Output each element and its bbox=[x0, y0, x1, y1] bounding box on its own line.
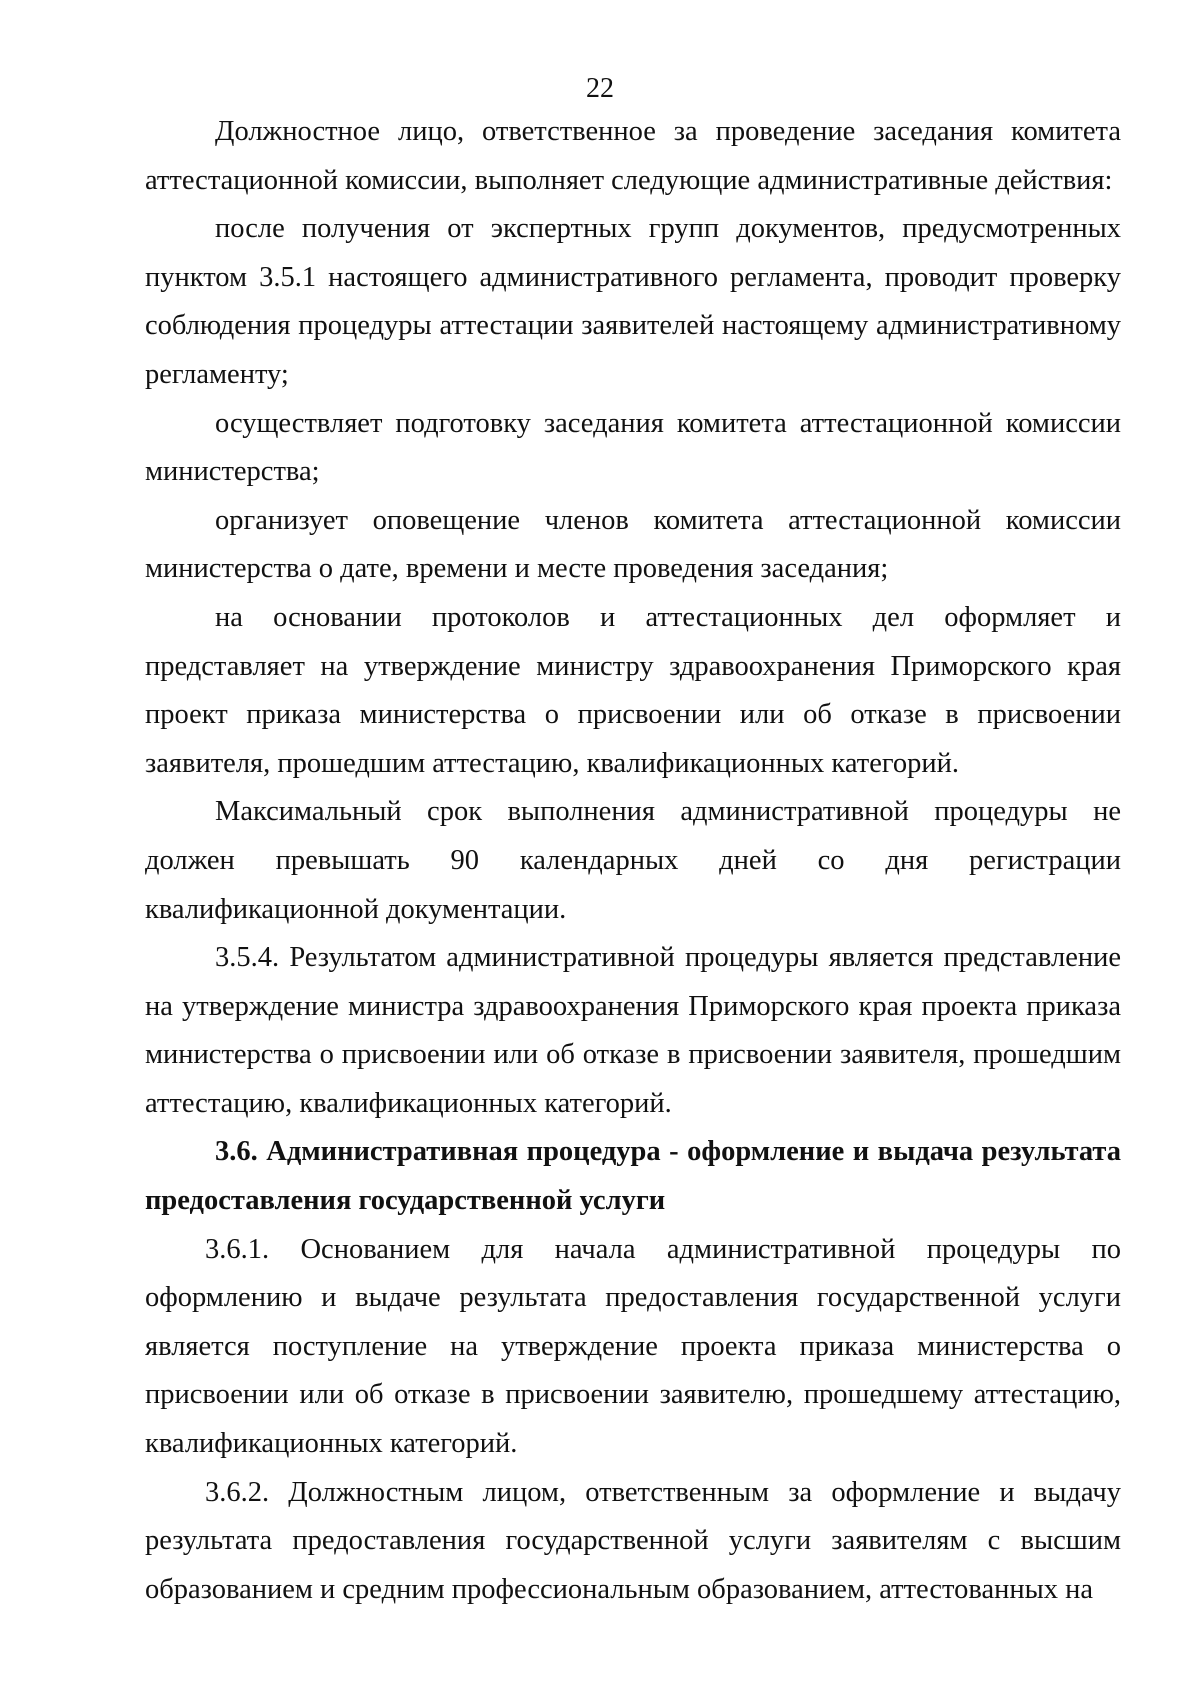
paragraph-3-5-4: 3.5.4. Результатом административной процедуры является представление на утверждение министра здравоохранения Приморского края проекта приказа министерства о присвоении или об отказе в присвоении заявителя, прошедшим аттестацию, квалификационных категорий. bbox=[145, 942, 1121, 1119]
paragraph-notify-members: организует оповещение членов комитета аттестационной комиссии министерства о дате, времени и месте проведения заседания; bbox=[145, 504, 1121, 585]
paragraph-draft-order: на основании протоколов и аттестационных дел оформляет и представляет на утверждение министру здравоохранения Приморского края проект приказа министерства о присвоении или об отказе в присвоении заявителя, прошедшим аттестацию, квалификационных категорий. bbox=[145, 601, 1121, 779]
paragraph-responsible-official: Должностное лицо, ответственное за проведение заседания комитета аттестационной комиссии, выполняет следующие административные действия: bbox=[145, 116, 1121, 196]
paragraph-3-6-1: 3.6.1. Основанием для начала административной процедуры по оформлению и выдаче результата предоставления государственной услуги является поступление на утверждение проекта приказа министерства о присвоении или об отказе в присвоении заявителю, прошедшему аттестацию, квалификационных категорий. bbox=[145, 1233, 1121, 1460]
paragraph-3-6-2: 3.6.2. Должностным лицом, ответственным за оформление и выдачу результата предоставления государственной услуги заявителям с высшим образованием и средним профессиональным образованием, аттестованных на bbox=[145, 1476, 1121, 1605]
section-heading-3-6: 3.6. Административная процедура - оформление и выдача результата предоставления государственной услуги bbox=[145, 1136, 1121, 1217]
paragraph-check-procedure: после получения от экспертных групп документов, предусмотренных пунктом 3.5.1 настоящего административного регламента, проводит проверку соблюдения процедуры аттестации заявителей настоящему административному регламенту; bbox=[145, 213, 1121, 390]
paragraph-max-term: Максимальный срок выполнения административной процедуры не должен превышать 90 календарных дней со дня регистрации квалификационной документации. bbox=[145, 796, 1121, 925]
document-body bbox=[145, 108, 1121, 1614]
page-number: 22 bbox=[586, 73, 614, 104]
paragraph-prepare-meeting: осуществляет подготовку заседания комитета аттестационной комиссии министерства; bbox=[145, 407, 1121, 488]
